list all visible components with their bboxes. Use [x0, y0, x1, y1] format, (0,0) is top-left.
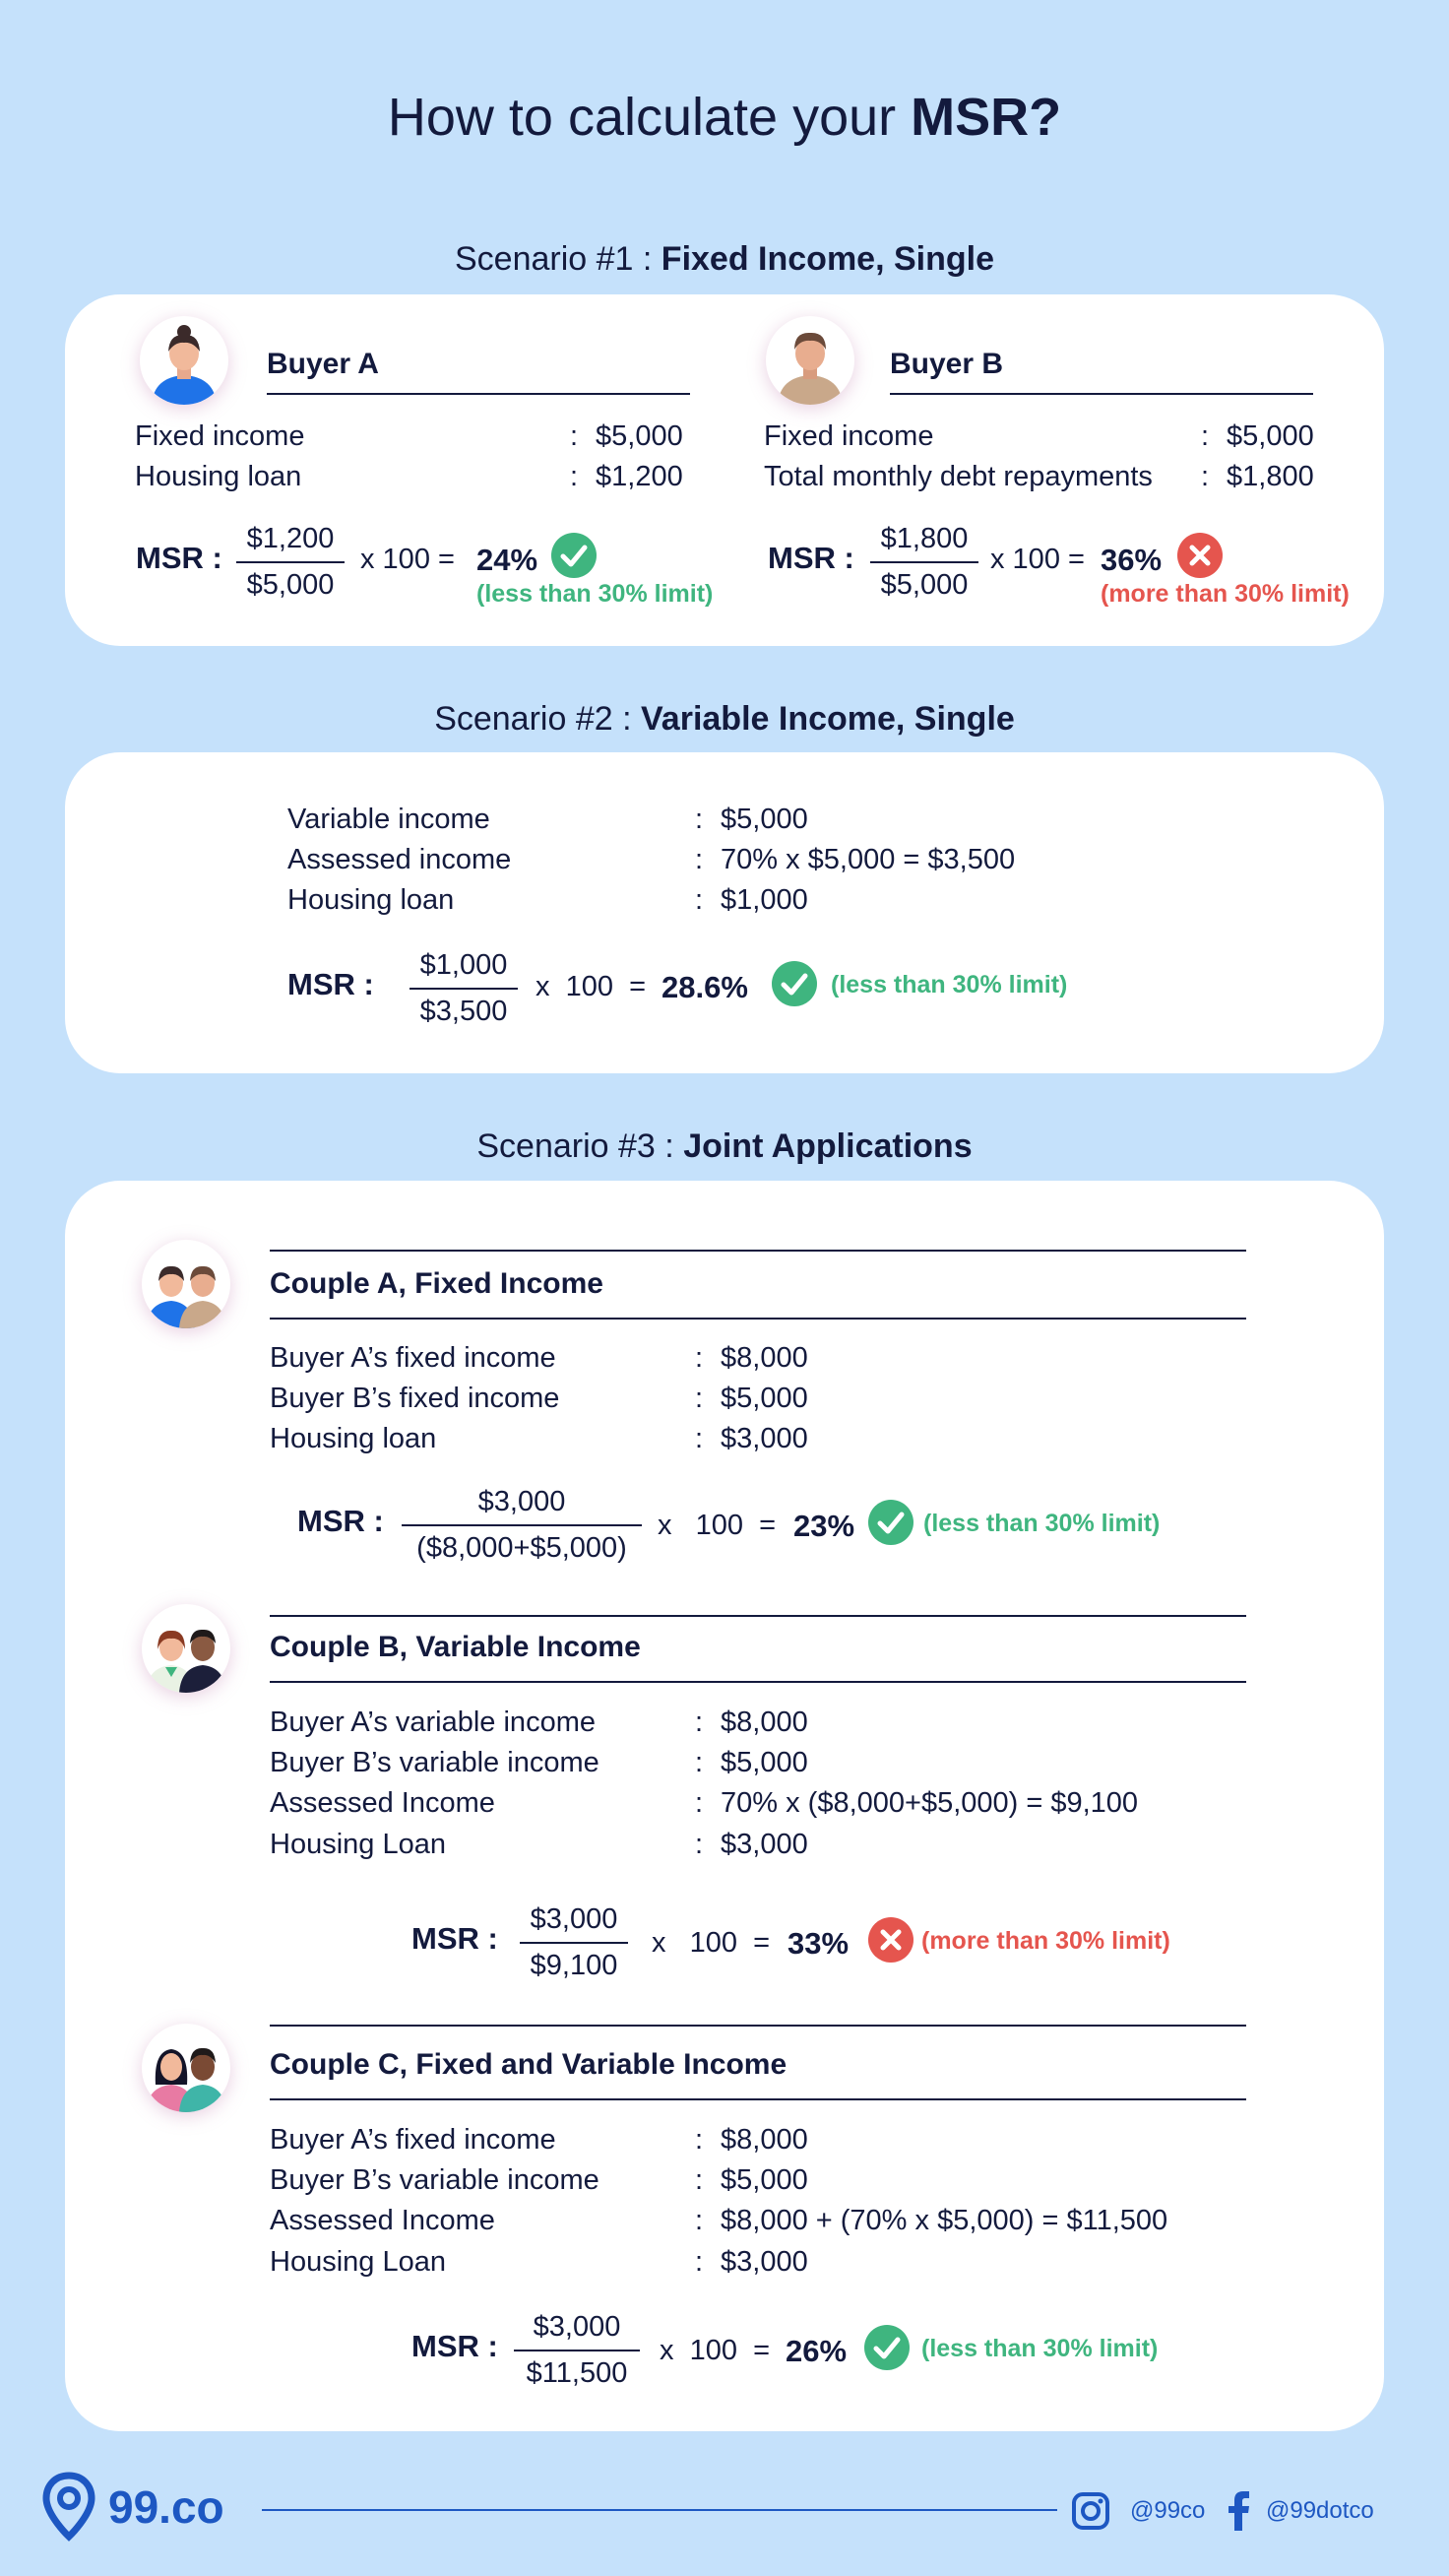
couple-c-avatar — [142, 2024, 230, 2112]
couple-b-denominator: $9,100 — [530, 1950, 618, 1981]
scenario-2-row-assessed: Assessed income : 70% x $5,000 = $3,500 — [287, 844, 1016, 875]
scenario-2-msr-label: MSR : — [287, 967, 374, 1001]
couple-b-divider — [270, 1681, 1246, 1683]
couple-a-row-loan: Housing loan : $3,000 — [270, 1423, 808, 1454]
check-icon — [868, 1500, 914, 1545]
buyer-b-multiplier: x 100 = — [990, 544, 1085, 575]
scenario-2-heading: Scenario #2 : Variable Income, Single — [434, 700, 1015, 738]
scenario-2-fraction — [410, 949, 518, 1028]
couple-b-name: Couple B, Variable Income — [270, 1631, 641, 1663]
buyer-a-numerator: $1,200 — [236, 523, 345, 563]
scenario-3-heading: Scenario #3 : Joint Applications — [476, 1127, 973, 1165]
buyer-b-denominator: $5,000 — [880, 569, 969, 601]
couple-b-top-rule — [270, 1615, 1246, 1617]
buyer-b-numerator: $1,800 — [870, 523, 978, 563]
buyer-a-name: Buyer A — [267, 348, 379, 380]
couple-b-note: (more than 30% limit) — [921, 1927, 1170, 1955]
buyer-b-name: Buyer B — [890, 348, 1004, 380]
facebook-handle[interactable]: @99dotco — [1266, 2497, 1374, 2524]
couple-a-fraction — [402, 1486, 642, 1565]
scenario-3-card — [65, 1181, 1384, 2431]
buyer-b-msr-label: MSR : — [768, 541, 854, 575]
couple-b-fraction — [520, 1903, 628, 1982]
buyer-b-avatar — [766, 316, 854, 405]
buyer-b-result: 36% — [1101, 543, 1163, 577]
couple-c-row-a: Buyer A’s fixed income : $8,000 — [270, 2124, 808, 2156]
couple-c-note: (less than 30% limit) — [921, 2335, 1159, 2362]
couple-c-multiplier: x 100 = — [660, 2335, 771, 2366]
couple-c-divider — [270, 2098, 1246, 2100]
instagram-handle[interactable]: @99co — [1130, 2497, 1206, 2524]
buyer-a-multiplier: x 100 = — [360, 544, 455, 575]
buyer-b-note: (more than 30% limit) — [1101, 580, 1350, 608]
couple-b-row-b: Buyer B’s variable income : $5,000 — [270, 1747, 808, 1778]
buyer-a-note: (less than 30% limit) — [476, 580, 714, 608]
cross-icon — [868, 1917, 914, 1963]
check-icon — [772, 961, 817, 1006]
couple-b-row-a: Buyer A’s variable income : $8,000 — [270, 1707, 808, 1738]
couple-a-denominator: ($8,000+$5,000) — [416, 1532, 627, 1564]
buyer-b-row-debt: Total monthly debt repayments : $1,800 — [764, 461, 1314, 492]
couple-c-denominator: $11,500 — [526, 2357, 628, 2389]
couple-b-msr-label: MSR : — [411, 1921, 498, 1956]
buyer-b-row-income: Fixed income : $5,000 — [764, 420, 1314, 452]
page-title-strong: MSR? — [911, 88, 1062, 147]
buyer-a-msr-label: MSR : — [136, 541, 222, 575]
brand-logo-text: 99.co — [108, 2481, 224, 2533]
couple-a-multiplier: x 100 = — [658, 1510, 777, 1541]
couple-c-fraction — [514, 2311, 640, 2390]
footer-divider — [262, 2509, 1057, 2511]
scenario-2-row-loan: Housing loan : $1,000 — [287, 884, 808, 916]
buyer-a-row-income: Fixed income : $5,000 — [135, 420, 683, 452]
buyer-b-divider — [890, 393, 1313, 395]
couple-a-note: (less than 30% limit) — [923, 1510, 1161, 1537]
location-pin-icon — [41, 2472, 96, 2543]
couple-a-avatar — [142, 1240, 230, 1328]
buyer-a-result: 24% — [476, 543, 538, 577]
couple-c-row-b: Buyer B’s variable income : $5,000 — [270, 2164, 808, 2196]
page-title — [0, 87, 1449, 148]
scenario-2-row-variable: Variable income : $5,000 — [287, 804, 808, 835]
couple-a-numerator: $3,000 — [402, 1486, 642, 1526]
buyer-a-avatar — [140, 316, 228, 405]
scenario-1-card — [65, 294, 1384, 646]
scenario-1-heading: Scenario #1 : Fixed Income, Single — [454, 240, 994, 278]
page-title-prefix: How to calculate your — [387, 88, 897, 147]
couple-a-name: Couple A, Fixed Income — [270, 1267, 603, 1300]
scenario-2-note: (less than 30% limit) — [831, 971, 1068, 998]
couple-a-row-a: Buyer A’s fixed income : $8,000 — [270, 1342, 808, 1374]
couple-b-multiplier: x 100 = — [652, 1927, 771, 1959]
couple-a-row-b: Buyer B’s fixed income : $5,000 — [270, 1383, 808, 1414]
buyer-a-row-loan: Housing loan : $1,200 — [135, 461, 683, 492]
scenario-2-numerator: $1,000 — [410, 949, 518, 990]
couple-a-msr-label: MSR : — [297, 1504, 384, 1538]
scenario-2-card — [65, 752, 1384, 1073]
facebook-icon[interactable] — [1227, 2489, 1250, 2531]
couple-c-top-rule — [270, 2025, 1246, 2027]
buyer-a-fraction — [236, 523, 345, 602]
couple-c-name: Couple C, Fixed and Variable Income — [270, 2048, 788, 2081]
scenario-2-denominator: $3,500 — [419, 996, 508, 1027]
instagram-icon[interactable] — [1071, 2491, 1110, 2531]
check-icon — [551, 533, 597, 578]
couple-c-row-loan: Housing Loan : $3,000 — [270, 2246, 808, 2278]
couple-a-top-rule — [270, 1250, 1246, 1252]
couple-b-row-assessed: Assessed Income : 70% x ($8,000+$5,000) = $9,100 — [270, 1787, 1139, 1819]
scenario-2-multiplier: x 100 = — [536, 971, 647, 1002]
buyer-a-divider — [267, 393, 690, 395]
couple-c-result: 26% — [786, 2334, 848, 2368]
couple-b-avatar — [142, 1604, 230, 1693]
couple-a-divider — [270, 1318, 1246, 1320]
couple-c-msr-label: MSR : — [411, 2329, 498, 2363]
cross-icon — [1177, 533, 1223, 578]
couple-a-result: 23% — [793, 1509, 855, 1543]
check-icon — [864, 2325, 910, 2370]
buyer-a-denominator: $5,000 — [246, 569, 335, 601]
couple-b-row-loan: Housing Loan : $3,000 — [270, 1829, 808, 1860]
buyer-b-fraction — [870, 523, 978, 602]
couple-c-numerator: $3,000 — [514, 2311, 640, 2351]
couple-b-result: 33% — [788, 1926, 850, 1961]
scenario-2-result: 28.6% — [662, 970, 748, 1004]
couple-b-numerator: $3,000 — [520, 1903, 628, 1944]
couple-c-row-assessed: Assessed Income : $8,000 + (70% x $5,000) = $11,500 — [270, 2205, 1168, 2236]
